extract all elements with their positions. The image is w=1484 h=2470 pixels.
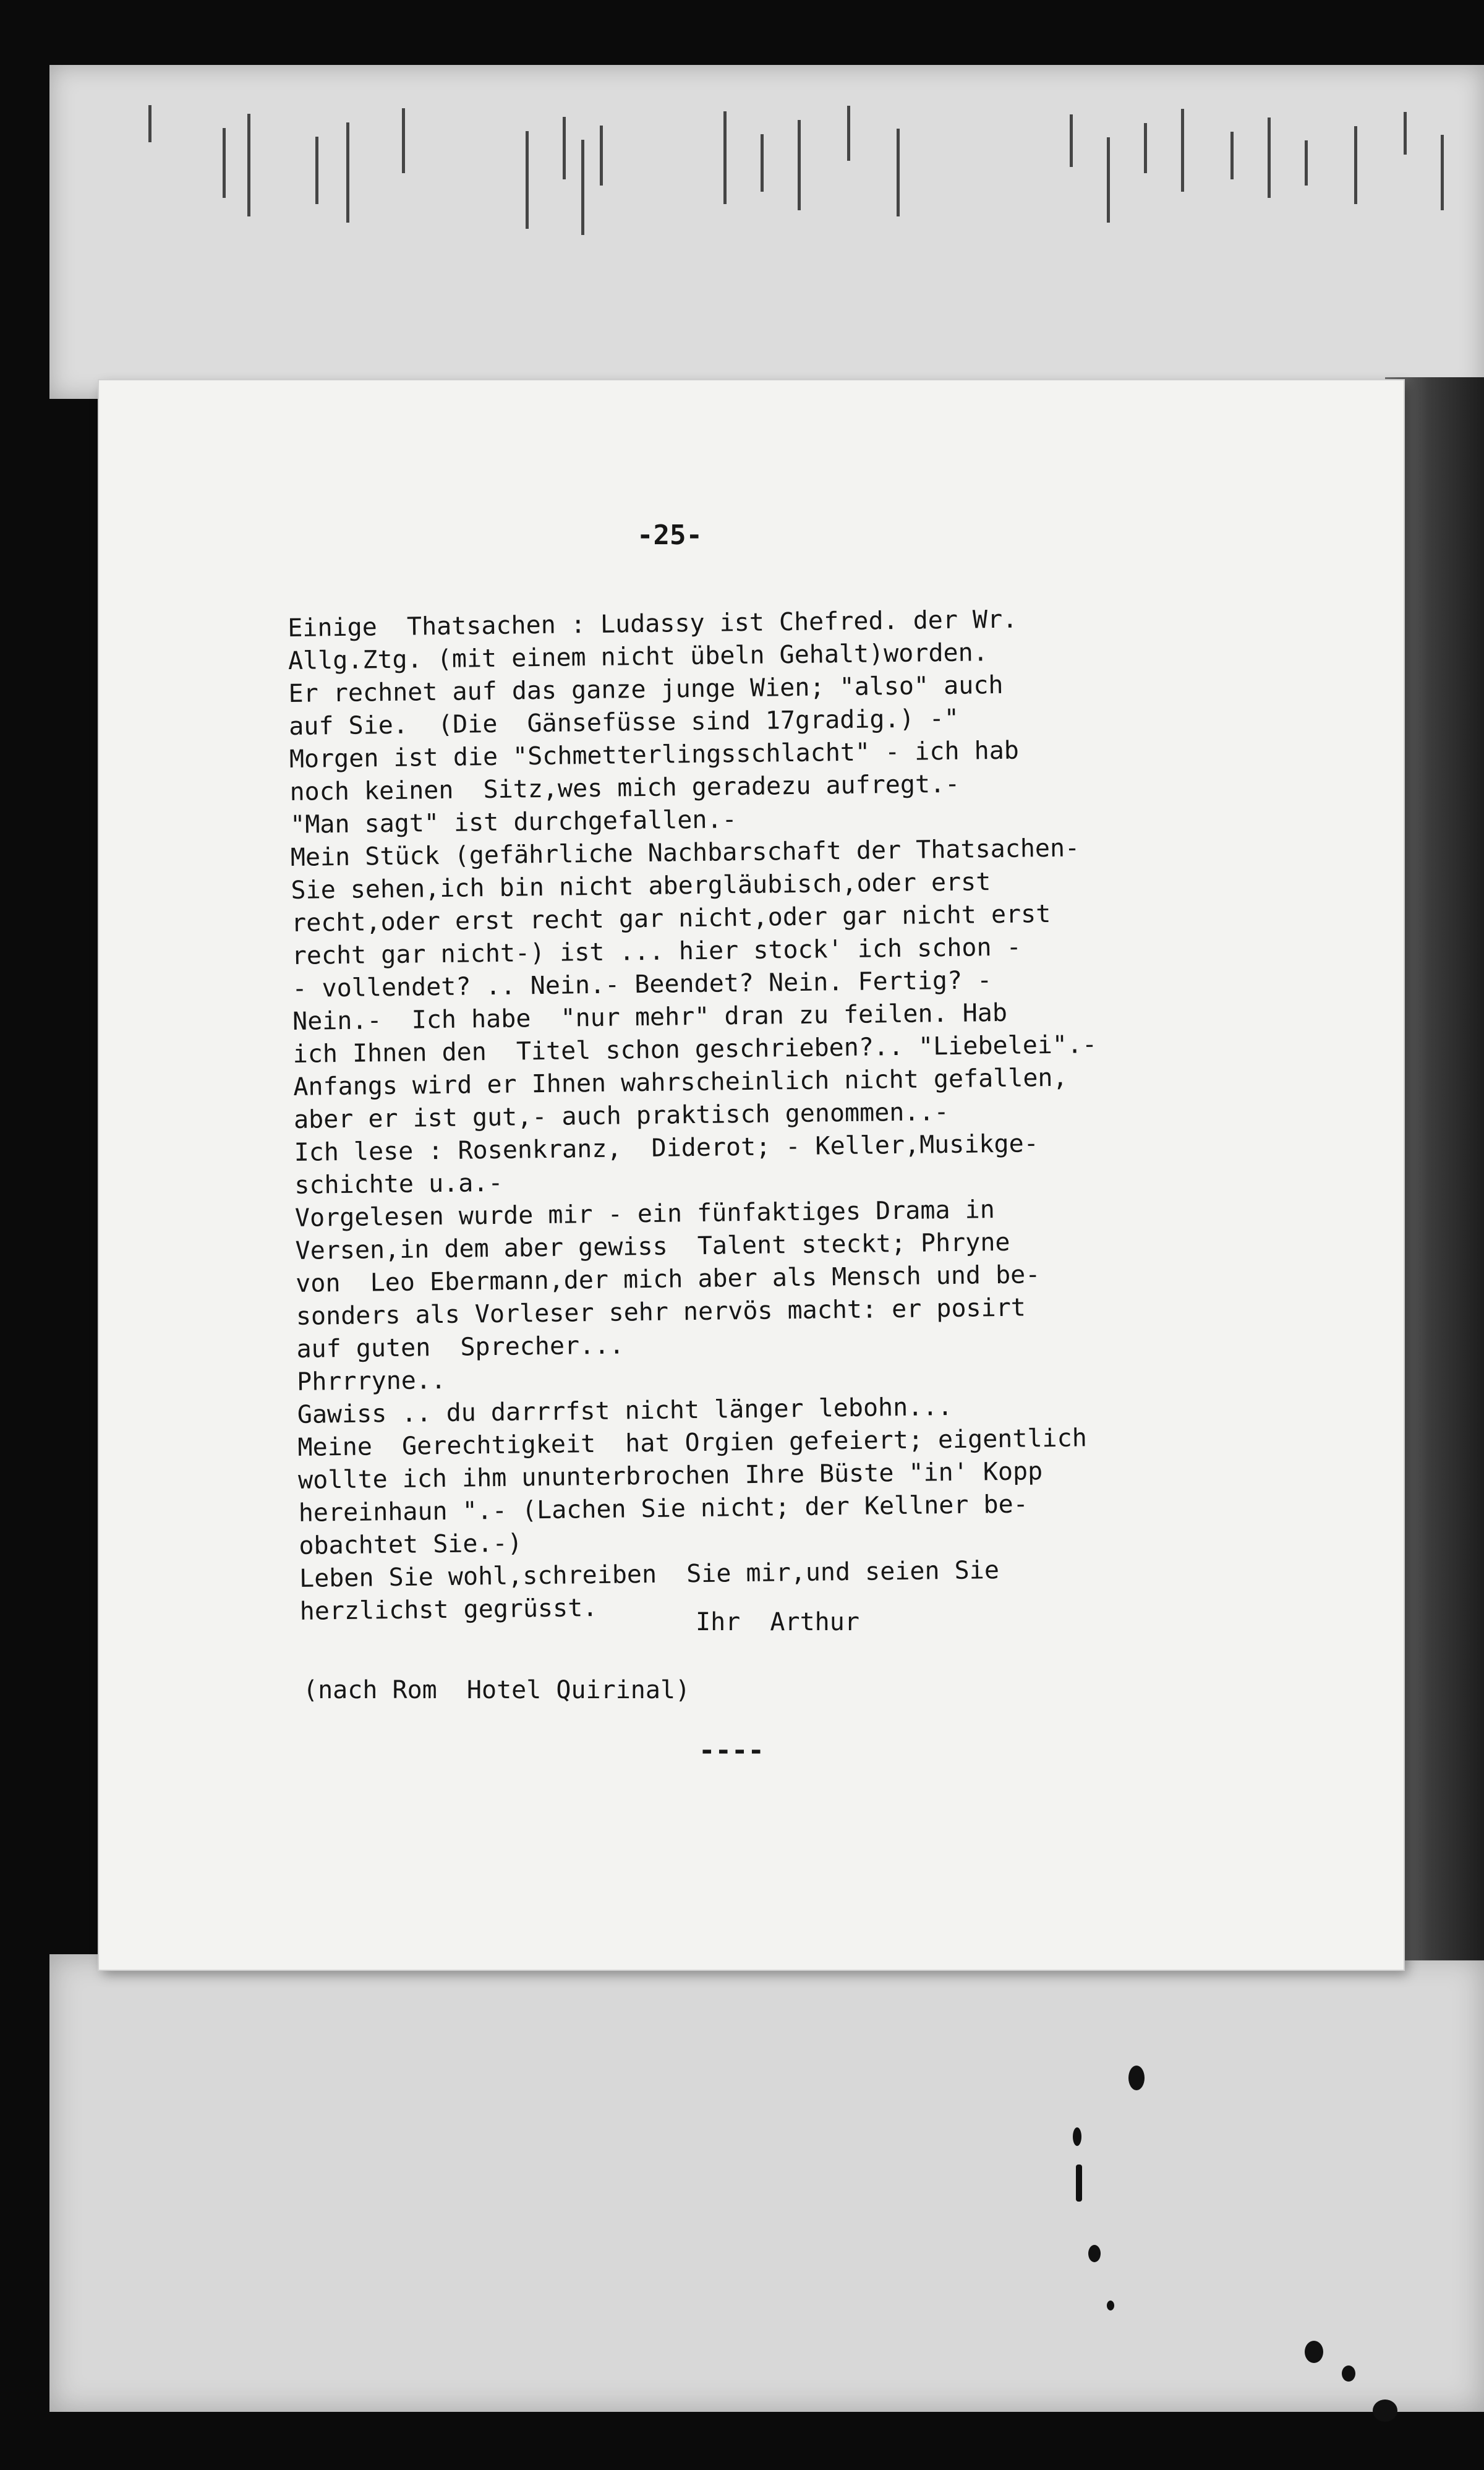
ink-speck [1107,2301,1114,2310]
letter-line: Meine Gerechtigkeit hat Orgien gefeiert; eigentlich [297,1424,1088,1462]
bleed-stroke [1107,137,1110,223]
bleed-stroke [148,105,151,142]
bleed-stroke [1070,114,1073,167]
bleed-stroke [1144,123,1147,173]
letter-line: auf guten Sprecher... [296,1331,625,1364]
letter-body [288,599,1388,1628]
letter-line: - vollendet? .. Nein.- Beendet? Nein. Fertig? - [292,966,992,1003]
bleed-stroke [1404,112,1407,155]
signature: Ihr Arthur [696,1608,859,1636]
bleed-stroke [402,108,405,173]
bleed-stroke [1354,126,1357,204]
bleed-stroke [526,131,529,229]
typed-page [99,380,1404,1970]
letter-line: Phrrryne.. [296,1365,446,1396]
letter-line: Anfangs wird er Ihnen wahrscheinlich nicht gefallen, [293,1063,1068,1101]
bleed-stroke [581,140,584,235]
ink-speck [1128,2066,1145,2090]
letter-line: Allg.Ztg. (mit einem nicht übeln Gehalt)worden. [288,638,989,675]
bleed-stroke [761,134,764,192]
letter-line: Leben Sie wohl,schreiben Sie mir,und seien Sie [299,1556,1000,1593]
bleed-stroke [563,117,566,179]
page-number: -25- [637,519,702,551]
letter-line: Nein.- Ich habe "nur mehr" dran zu feilen. Hab [292,998,1008,1036]
letter-line: schichte u.a.- [294,1168,503,1200]
letter-line: "Man sagt" ist durchgefallen.- [289,805,737,839]
letter-line: obachtet Sie.-) [299,1529,522,1560]
letter-line: aber er ist gut,- auch praktisch genommen..- [293,1097,949,1134]
letter-line: wollte ich ihm ununterbrochen Ihre Büste "in' Kopp [297,1457,1043,1495]
bleed-stroke [798,120,801,210]
bleed-stroke [346,122,349,223]
bleed-through-marks [56,105,1478,210]
bleed-stroke [1305,140,1308,186]
letter-line: Vorgelesen wurde mir - ein fünfaktiges Drama in [294,1195,996,1233]
bleed-stroke [1181,109,1184,192]
letter-line: recht,oder erst recht gar nicht,oder gar nicht erst [291,899,1051,938]
bleed-stroke [247,114,250,216]
letter-line: Sie sehen,ich bin nicht abergläubisch,oder erst [291,868,991,905]
backing-sheet-bottom [49,1954,1484,2412]
address-note: (nach Rom Hotel Quirinal) [303,1676,691,1704]
letter-line: Mein Stück (gefährliche Nachbarschaft der Thatsachen- [290,834,1080,872]
letter-line: Gawiss .. du darrrfst nicht länger lebohn... [297,1392,953,1429]
closing-mark: ---- [699,1735,764,1766]
letter-line: herzlichst gegrüsst. [299,1593,598,1626]
ink-speck [1342,2365,1355,2382]
bleed-stroke [847,106,850,161]
letter-line: recht gar nicht-) ist ... hier stock' ich schon - [291,933,1022,970]
bleed-stroke [1230,132,1234,179]
ink-speck [1073,2127,1081,2146]
bleed-stroke [1441,135,1444,210]
letter-line: sonders als Vorleser sehr nervös macht: er posirt [296,1293,1026,1331]
letter-line: auf Sie. (Die Gänsefüsse sind 17gradig.) -" [288,704,960,741]
letter-line: von Leo Ebermann,der mich aber als Mensch und be- [295,1260,1041,1298]
bleed-stroke [723,111,727,204]
ink-speck [1088,2245,1101,2262]
bleed-stroke [897,129,900,216]
letter-line: noch keinen Sitz,wes mich geradezu aufregt.- [289,769,960,806]
bleed-stroke [223,128,226,198]
ink-speck [1373,2399,1397,2422]
letter-line: Ich lese : Rosenkranz, Diderot; - Keller,Musikge- [294,1129,1039,1167]
ink-speck [1076,2164,1082,2202]
bleed-stroke [1268,118,1271,198]
letter-line: Einige Thatsachen : Ludassy ist Chefred. der Wr. [288,605,1018,643]
letter-line: ich Ihnen den Titel schon geschrieben?.. "Liebelei".- [292,1030,1098,1069]
bleed-stroke [600,126,603,186]
bleed-stroke [315,137,318,204]
letter-line: Er rechnet auf das ganze junge Wien; "also" auch [288,670,1004,708]
letter-line: hereinhaun ".- (Lachen Sie nicht; der Kellner be- [298,1490,1029,1528]
letter-line: Morgen ist die "Schmetterlingsschlacht" - ich hab [289,736,1020,774]
letter-line: Versen,in dem aber gewiss Talent steckt; Phryne [295,1228,1010,1265]
ink-speck [1305,2341,1323,2363]
